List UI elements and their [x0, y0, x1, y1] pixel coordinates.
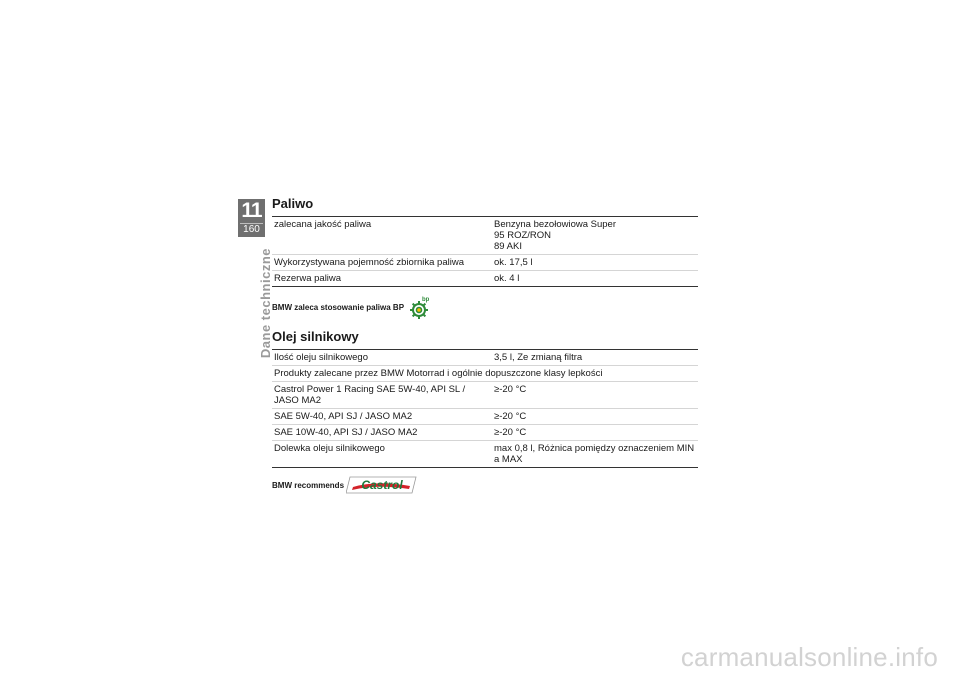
fuel-quality-value — [488, 217, 698, 255]
table-row — [272, 409, 698, 425]
castrol-logo-icon — [346, 476, 418, 494]
engine-oil-table — [272, 349, 698, 468]
oil-topup-label: Dolewka oleju silnikowego — [274, 443, 385, 454]
table-row — [272, 217, 698, 255]
castrol-logo-text: Castrol — [361, 478, 403, 492]
castrol-oil-value: ≥-20 °C — [488, 382, 698, 409]
recommended-products-note: Produkty zalecane przez BMW Motorrad i ogólnie dopuszczone klasy lepkości — [272, 366, 698, 382]
chapter-number: 11 — [241, 199, 262, 222]
page-number: 160 — [240, 223, 263, 236]
bp-helios-logo-icon — [410, 295, 430, 319]
fuel-reserve-label: Rezerwa paliwa — [274, 273, 342, 284]
table-row — [272, 271, 698, 287]
tank-capacity-value: ok. 17,5 l — [488, 255, 698, 271]
sae-10w40-label: SAE 10W-40, API SJ / JASO MA2 — [272, 425, 488, 441]
table-row — [272, 382, 698, 409]
castrol-recommendation — [272, 476, 698, 494]
chapter-tab — [238, 199, 265, 237]
sae-10w40-value: ≥-20 °C — [488, 425, 698, 441]
bp-recommendation — [272, 295, 698, 319]
oil-topup-value — [488, 441, 698, 468]
chapter-title-vertical: Dane techniczne — [258, 248, 273, 359]
oil-quantity-label: Ilość oleju silnikowego — [272, 350, 488, 366]
table-row — [272, 366, 698, 382]
castrol-oil-line: Castrol Power 1 Racing SAE 5W-40, API SL / — [274, 384, 466, 395]
tank-capacity-label: Wykorzystywana pojemność zbiornika paliwa — [272, 255, 488, 271]
castrol-recommendation-text: BMW recommends — [272, 480, 345, 490]
fuel-quality-label: zalecana jakość paliwa — [272, 217, 488, 255]
castrol-oil-label — [272, 382, 488, 409]
table-row — [272, 350, 698, 366]
fuel-quality-line: 95 ROZ/RON — [494, 230, 552, 241]
oil-topup-line: max 0,8 l, Różnica pomiędzy oznaczeniem MIN — [494, 443, 695, 454]
oil-quantity-value: 3,5 l, Ze zmianą filtra — [488, 350, 698, 366]
bp-recommendation-text: BMW zaleca stosowanie paliwa BP — [272, 302, 405, 312]
table-row — [272, 441, 698, 468]
fuel-section-title: Paliwo — [272, 196, 314, 211]
page-content — [272, 196, 698, 494]
fuel-quality-line: Benzyna bezołowiowa Super — [494, 219, 616, 230]
engine-oil-section-title: Olej silnikowy — [272, 329, 359, 344]
table-row — [272, 425, 698, 441]
oil-topup-line: a MAX — [494, 454, 523, 465]
watermark: carmanualsonline.info — [680, 642, 938, 672]
fuel-table — [272, 216, 698, 287]
fuel-quality-line: 89 AKI — [494, 241, 522, 252]
bp-logo-text: bp — [422, 297, 430, 303]
sae-5w40-label: SAE 5W-40, API SJ / JASO MA2 — [272, 409, 488, 425]
table-row — [272, 255, 698, 271]
castrol-oil-line: JASO MA2 — [274, 395, 321, 406]
sae-5w40-value: ≥-20 °C — [488, 409, 698, 425]
fuel-reserve-value: ok. 4 l — [494, 273, 520, 284]
